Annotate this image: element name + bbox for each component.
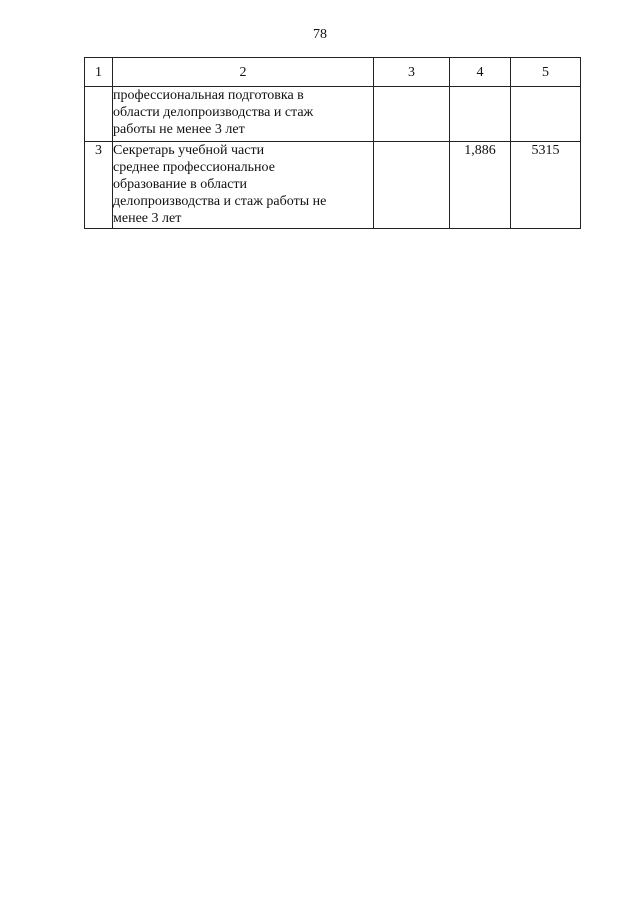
- table-header-row: [85, 58, 581, 87]
- description-line: работы не менее 3 лет: [113, 122, 245, 137]
- column-header-1: 1: [85, 58, 113, 87]
- table-row: [85, 142, 581, 229]
- column-header-5: 5: [511, 58, 581, 87]
- row-number-cell: 3: [85, 142, 113, 229]
- description-line: делопроизводства и стаж работы не: [113, 194, 327, 209]
- coefficient-cell: 1,886: [450, 142, 511, 229]
- description-line: Секретарь учебной части: [113, 143, 265, 158]
- column-header-3: 3: [374, 58, 450, 87]
- position-description-cell: [113, 87, 374, 142]
- salary-cell: [511, 87, 581, 142]
- column-3-cell: [374, 87, 450, 142]
- description-line: среднее профессиональное: [113, 160, 275, 175]
- position-description-cell: [113, 142, 374, 229]
- salary-cell: 5315: [511, 142, 581, 229]
- description-line: области делопроизводства и стаж: [113, 105, 314, 120]
- description-line: менее 3 лет: [113, 211, 182, 226]
- salary-table: [84, 57, 581, 229]
- row-number-cell: [85, 87, 113, 142]
- table-row: [85, 87, 581, 142]
- coefficient-cell: [450, 87, 511, 142]
- column-header-4: 4: [450, 58, 511, 87]
- description-line: образование в области: [113, 177, 248, 192]
- description-line: профессиональная подготовка в: [113, 88, 304, 103]
- page-number: 78: [313, 27, 327, 42]
- column-header-2: 2: [113, 58, 374, 87]
- column-3-cell: [374, 142, 450, 229]
